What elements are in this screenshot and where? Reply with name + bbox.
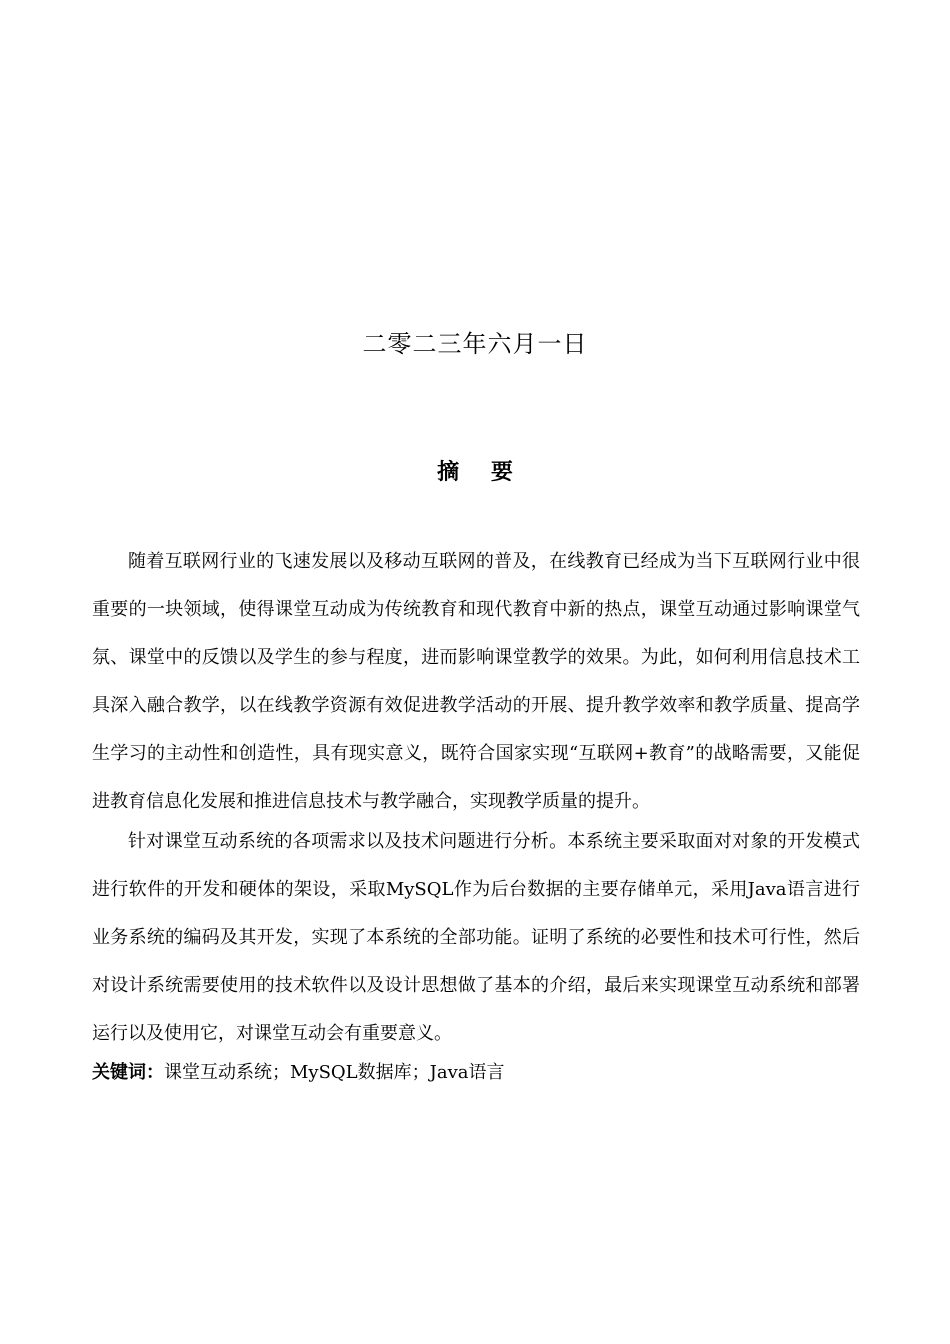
keywords-text: 课堂互动系统；MySQL数据库；Java语言 (164, 1062, 505, 1083)
abstract-heading: 摘 要 (437, 460, 513, 485)
abstract-paragraph-1: 随着互联网行业的飞速发展以及移动互联网的普及，在线教育已经成为当下互联网行业中很重要的一块领域，使得课堂互动成为传统教育和现代教育中新的热点，课堂互动通过影响课堂气氛、课堂中的反馈以及学生的参与程度，进而影响课堂教学的效果。为此，如何利用信息技术工具深入融合教学，以在线教学资源有效促进教学活动的开展、提升教学效率和教学质量、提高学生学习的主动性和创造性，具有现实意义，既符合国家实现“互联网+教育”的战略需要，又能促进教育信息化发展和推进信息技术与教学融合，实现教学质量的提升。 (92, 551, 860, 812)
abstract-paragraph-2: 针对课堂互动系统的各项需求以及技术问题进行分析。本系统主要采取面对对象的开发模式进行软件的开发和硬体的架设，采取MySQL作为后台数据的主要存储单元，采用Java语言进行业务系统的编码及其开发，实现了本系统的全部功能。证明了系统的必要性和技术可行性，然后对设计系统需要使用的技术软件以及设计思想做了基本的介绍，最后来实现课堂互动系统和部署运行以及使用它，对课堂互动会有重要意义。 (92, 831, 860, 1044)
keywords-label: 关键词： (92, 1062, 164, 1083)
cover-date: 二零二三年六月一日 (362, 330, 588, 358)
abstract-body (92, 538, 860, 1088)
keywords-line (92, 1058, 860, 1088)
